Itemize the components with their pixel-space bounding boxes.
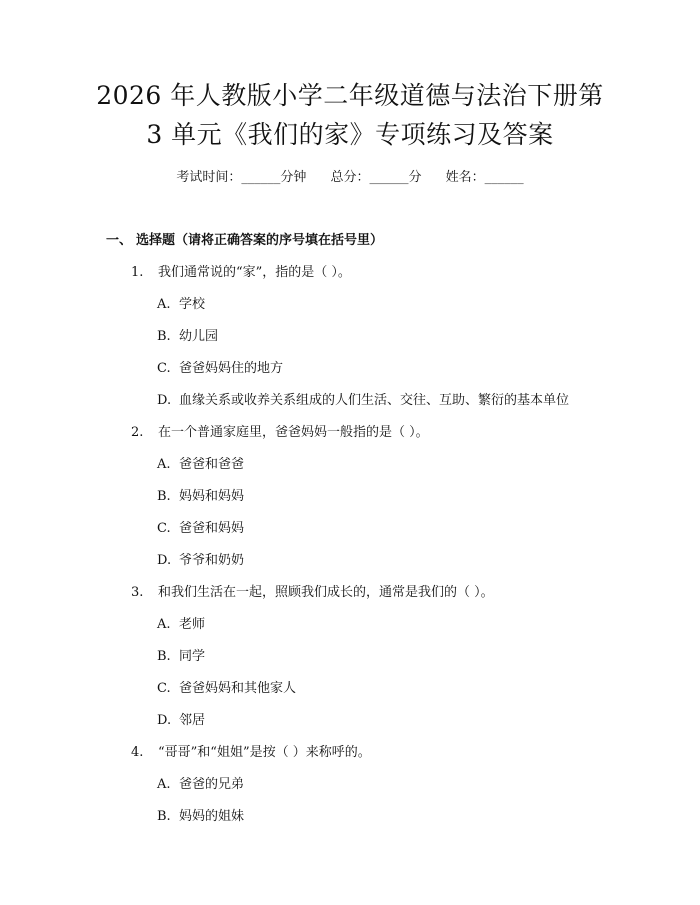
question-3-option-d — [157, 711, 205, 731]
question-text: 我们通常说的“家”，指的是（ ）。 — [158, 265, 351, 280]
question-2-option-b — [157, 487, 244, 507]
exam-time-field: 考试时间：______分钟 — [176, 170, 307, 185]
question-number: 3. — [131, 585, 144, 600]
question-number: 1. — [131, 265, 144, 280]
total-score-field: 总分：______分 — [330, 170, 422, 185]
question-1-option-d — [157, 391, 569, 411]
document-title-line-2: 3 单元《我们的家》专项练习及答案 — [146, 120, 554, 149]
option-text: 血缘关系或收养关系组成的人们生活、交往、互助、繁衍的基本单位 — [179, 393, 570, 408]
option-text: 同学 — [179, 649, 206, 664]
document-title-line-1: 2026 年人教版小学二年级道德与法治下册第 — [96, 81, 604, 110]
option-text: 学校 — [179, 297, 206, 312]
option-letter: B. — [157, 489, 171, 504]
option-letter: C. — [157, 361, 171, 376]
question-4-option-b — [157, 807, 244, 827]
question-number: 4. — [131, 745, 144, 760]
option-text: 爸爸妈妈住的地方 — [179, 361, 284, 376]
option-text: 爸爸妈妈和其他家人 — [179, 681, 297, 696]
option-letter: B. — [157, 809, 171, 824]
option-letter: A. — [157, 297, 171, 312]
option-letter: D. — [157, 553, 172, 568]
section-number: 一、 — [106, 233, 133, 248]
option-text: 爸爸和爸爸 — [179, 457, 245, 472]
option-letter: A. — [157, 617, 171, 632]
exam-info-row — [0, 168, 700, 188]
option-text: 妈妈和妈妈 — [179, 489, 245, 504]
option-letter: C. — [157, 521, 171, 536]
option-letter: D. — [157, 393, 172, 408]
question-2-option-c — [157, 519, 244, 539]
option-letter: D. — [157, 713, 172, 728]
option-letter: A. — [157, 777, 171, 792]
student-name-field: 姓名：______ — [445, 170, 524, 185]
question-text: “哥哥”和“姐姐”是按（ ）来称呼的。 — [158, 745, 371, 760]
option-text: 老师 — [179, 617, 206, 632]
question-3-option-b — [157, 647, 205, 667]
question-1-option-a — [157, 295, 205, 315]
question-1-option-c — [157, 359, 283, 379]
option-text: 爷爷和奶奶 — [179, 553, 245, 568]
option-text: 爸爸和妈妈 — [179, 521, 245, 536]
question-3-option-a — [157, 615, 205, 635]
option-letter: C. — [157, 681, 171, 696]
option-text: 幼儿园 — [179, 329, 219, 344]
question-4-option-a — [157, 775, 244, 795]
option-letter: A. — [157, 457, 171, 472]
question-text: 和我们生活在一起，照顾我们成长的，通常是我们的（ ）。 — [158, 585, 494, 600]
section-heading — [106, 231, 383, 251]
option-text: 邻居 — [179, 713, 206, 728]
section-title: 选择题（请将正确答案的序号填在括号里） — [136, 233, 384, 248]
option-letter: B. — [157, 649, 171, 664]
question-text: 在一个普通家庭里，爸爸妈妈一般指的是（ ）。 — [158, 425, 429, 440]
option-letter: B. — [157, 329, 171, 344]
option-text: 妈妈的姐妹 — [179, 809, 245, 824]
question-1-option-b — [157, 327, 218, 347]
option-text: 爸爸的兄弟 — [179, 777, 245, 792]
question-2-option-a — [157, 455, 244, 475]
question-2-option-d — [157, 551, 244, 571]
question-number: 2. — [131, 425, 144, 440]
question-3-option-c — [157, 679, 296, 699]
